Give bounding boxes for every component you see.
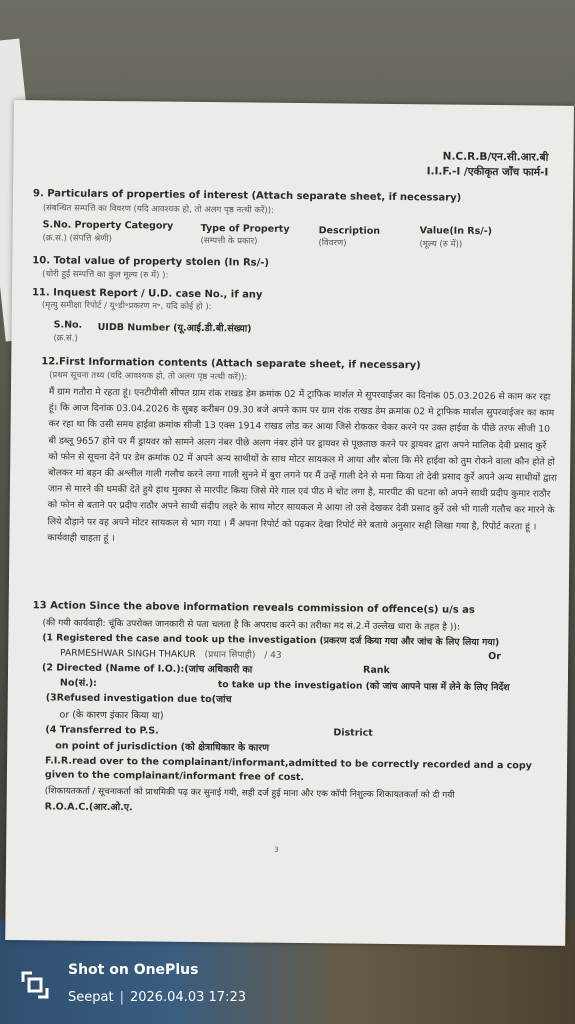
section-12-title: 12.First Information contents (Attach separate sheet, if necessary) xyxy=(41,356,421,372)
io-rank-text: (प्रधान सिपाही) xyxy=(204,650,256,661)
section-11-subtitle: (मृत्यु समीक्षा रिपोर्ट / यू॰डी॰प्रकरण न॰, यदि कोई हो ): xyxy=(41,300,212,313)
fir-read-over: F.I.R.read over to the complainant/informant,admitted to be correctly recorded and a copy given to the complainant/informant free of cost. xyxy=(44,755,532,784)
action-directed-tail: to take up the investigation (को जांच आपने पास में लेने के लिए निर्देश xyxy=(217,679,510,694)
section-10-subtitle: (चोरी हुई सम्पत्ति का कुल मूल्य (रु में) ): xyxy=(42,269,169,281)
watermark-datetime: 2026.04.03 17:23 xyxy=(129,990,246,1005)
col-type-of-property: Type of Property xyxy=(200,222,290,235)
section-13-subtitle: (की गयी कार्यवाही: चूंकि उपरोक्त जानकारी से पता चलता है कि अपराध करने का तरीका मद सं.2.में उल्लेख धारा के तहत है )): xyxy=(42,618,460,633)
section-9-subtitle: (संबन्धित सम्पत्ति का विवरण (यदि आवश्यक हो, तो अलग पृष्ठ नत्थी करें)): xyxy=(42,203,274,216)
action-jurisdiction: on point of jurisdiction (को क्षेत्राधिकार के कारण xyxy=(55,740,270,754)
watermark-brand: Shot on OnePlus xyxy=(68,962,199,978)
col-sno: S.No. xyxy=(53,319,83,331)
page-number: 3 xyxy=(274,845,279,854)
watermark-location: Seepat xyxy=(68,990,114,1005)
section-11-title: 11. Inquest Report / U.D. case No., if any xyxy=(31,287,263,301)
action-directed: (2 Directed (Name of I.O.):(जांच अधिकारी का xyxy=(41,662,253,676)
col-description-hi: (विवरण) xyxy=(318,238,347,249)
io-number-text: / 43 xyxy=(264,650,282,661)
first-information-body: मैं ग्राम गतौरा मे रहता हूं। एनटीपीसी सीपत ग्राम रांक राखड डेम क्रमांक 02 में ट्राफिक मार्शल मे सुपरवाईजर का दिनांक 05.03.2026 से काम कर रहा हूं। कि आज दिनांक 03.04.2026 के सुबह करीबन 09.30 बजे अपने काम पर ग्राम रांक राखड डेम क्रमांक 02 मे ट्राफिक मार्शल सुपरवाईजर का काम कर रहा था कि उसी समय हाईवा क्रमांक सीजी 13 एक्स 1914 राखड लोड कर आया जिसे रोककर चेकर करने पर उक्त हाईवा के पीछे तरफ सीजी 10 बी डब्लू 9657 होने पर मैं ड्रायवर को सामने अलग नंबर पीछे अलग नंबर होने पर ड्रायवर से पूछताछ करने पर ड्रायवर द्वारा अपने मालिक देवी प्रसाद कुर्रे को फोन से सूचना देने पर डेम क्रमांक 02 में अपने अन्य साथीयों के साथ मोटर सायकल मे आया और बोला कि मेरे हाईवा को तुम रोकने वाला कौन होते हो बोलकर मां बहन की अश्लील गाली गलौच करने लगा गाली सुनने में बुरा लगने पर मैं उन्हें गाली देने से मना किया तो देवी प्रसाद कुर्रे अपने अन्य साथीयों द्वारा जान से मारने की धमकी देते हुये हाथ मुक्का से मारपीट किया जिसे मेरे गाल एवं पीठ मे चोट लगा है, मारपीट की घटना को अपने साथी प्रदीप कुमार राठौर को फोन से बताने पर प्रदीप राठौर अपने साथी संदीप लहरे के साथ मोटर सायकल मे आया तो उसे देखकर देवी प्रसाद कुर्रे उसे भी गाली गलौच कर मारने के लिये दौड़ाने पर वह अपने मोटर सायकल से भाग गया । मैं अपना रिपोर्ट को पढ़कर देखा रिपोर्ट मेरे बताये अनुसार सही लिखा गया है, रिपोर्ट करता हूं । कार्यवाही चाहता हूं । xyxy=(47,386,557,544)
form-header-iif: I.I.F.-I /एकीकृत जाँच फार्म-I xyxy=(426,165,549,179)
action-transferred: (4 Transferred to P.S. xyxy=(45,724,159,737)
section-12-subtitle: (प्रथम सूचना तथ्य (यदि आवश्यक हो, तो अलग पृष्ठ नत्थी करें)): xyxy=(49,370,248,383)
district-label: District xyxy=(333,727,373,739)
col-value-hi: (मूल्य (रु में)) xyxy=(419,239,463,250)
fir-read-over-hi: (शिकायतकर्ता / सूचनाकर्ता को प्राथमिकी पढ़ कर सुनाई गयी, सही दर्ज हुई माना और एक कॉपी निशुल्क शिकायतकर्ता को दी गयी xyxy=(44,786,455,801)
section-9-title: 9. Particulars of properties of interest (Attach separate sheet, if necessary) xyxy=(32,188,462,204)
col-sno-hi: (क्र.सं.) xyxy=(53,333,78,344)
col-uidb-number: UIDB Number (यू.आई.डी.बी.संख्या) xyxy=(97,321,252,335)
no-label: No(सं.): xyxy=(59,677,97,689)
section-10-title: 10. Total value of property stolen (In Rs/-) xyxy=(32,255,270,269)
action-refused: (3Refused investigation due to(जांच xyxy=(45,692,232,706)
io-name xyxy=(60,646,282,661)
section-13-title: 13 Action Since the above information reveals commission of offence(s) u/s as xyxy=(32,600,475,616)
col-description: Description xyxy=(318,225,381,237)
action-refused-or: or (के कारण इंकार किया या) xyxy=(59,709,164,722)
roac-label: R.O.A.C.(आर.ओ.ए. xyxy=(44,801,133,814)
col-type-of-property-hi: (सम्पत्ती के प्रकार) xyxy=(200,235,258,247)
or-label-1: Or xyxy=(488,650,502,663)
action-registered: (1 Registered the case and took up the investigation (प्रकरण दर्ज किया गया और जांच के लिए लिया गया) xyxy=(42,632,500,649)
col-property-category-hi: (क्र.सं.) (संपत्ति श्रेणी) xyxy=(42,233,112,245)
watermark-details: Seepat | 2026.04.03 17:23 xyxy=(68,990,246,1005)
col-value: Value(In Rs/-) xyxy=(419,225,493,238)
oneplus-logo-icon xyxy=(20,970,50,1000)
document-page xyxy=(5,100,574,946)
io-name-text: PARMESHWAR SINGH THAKUR xyxy=(60,648,196,660)
form-header-ncrb: N.C.R.B/एन.सी.आर.बी xyxy=(442,150,549,164)
rank-label: Rank xyxy=(362,664,390,676)
col-property-category: S.No. Property Category xyxy=(42,219,174,232)
